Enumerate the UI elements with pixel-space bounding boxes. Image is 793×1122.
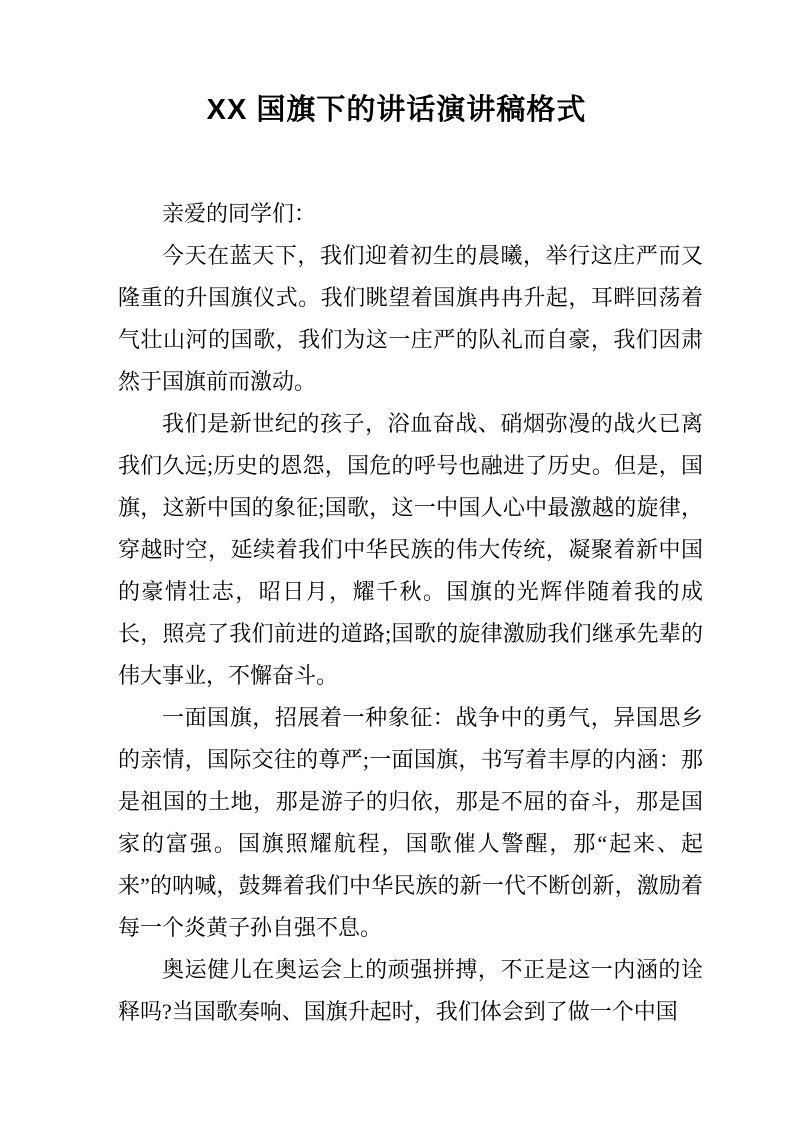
paragraph-flag-ceremony: 今天在蓝天下，我们迎着初生的晨曦，举行这庄严而又隆重的升国旗仪式。我们眺望着国旗冉冉升起，耳畔回荡着气壮山河的国歌，我们为这一庄严的队礼而自豪，我们因肃然于国旗前而激动。 <box>118 243 703 394</box>
document-body <box>118 193 703 1033</box>
paragraph-olympics-truncated: 奥运健儿在奥运会上的顽强拼搏，不正是这一内涵的诠释吗?当国歌奏响、国旗升起时，我们体会到了做一个中国 <box>118 957 703 1024</box>
paragraph-salutation: 亲爱的同学们： <box>162 201 317 226</box>
paragraph-new-century: 我们是新世纪的孩子，浴血奋战、硝烟弥漫的战火已离我们久远;历史的恩怨，国危的呼号也融进了历史。但是，国旗，这新中国的象征;国歌，这一中国人心中最激越的旋律，穿越时空，延续着我们中华民族的伟大传统，凝聚着新中国的豪情壮志，昭日月，耀千秋。国旗的光辉伴随着我的成长，照亮了我们前进的道路;国歌的旋律激励我们继承先辈的伟大事业，不懈奋斗。 <box>118 411 703 688</box>
paragraph-flag-symbolism: 一面国旗，招展着一种象征：战争中的勇气，异国思乡的亲情，国际交往的尊严;一面国旗，书写着丰厚的内涵：那是祖国的土地，那是游子的归依，那是不屈的奋斗，那是国家的富强。国旗照耀航程，国歌催人警醒，那“起来、起来”的呐喊，鼓舞着我们中华民族的新一代不断创新，激励着每一个炎黄子孙自强不息。 <box>118 705 703 940</box>
document-title: XX 国旗下的讲话演讲稿格式 <box>206 94 587 126</box>
